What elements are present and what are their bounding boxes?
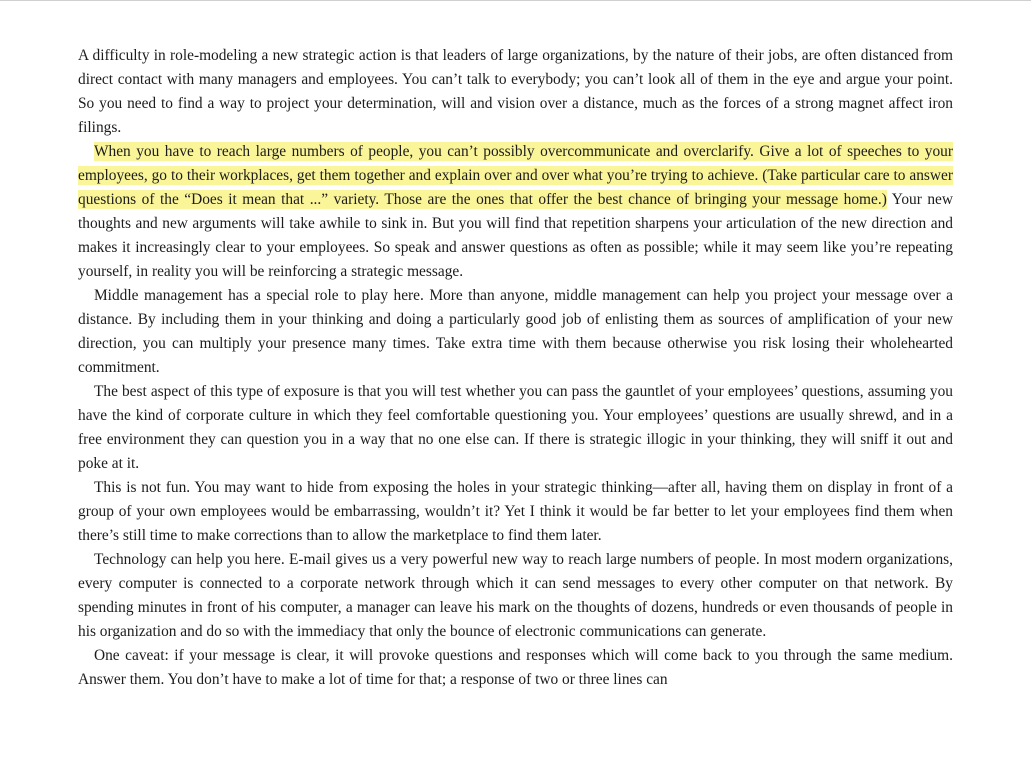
paragraph-2-text: Your new thoughts and new arguments will take awhile to sink in. But you will find that repetition sharpens your articulation of the new direction and makes it increasingly clear to your employees. So speak and answer questions as often as possible; while it may seem like you’re repeating yourself, in reality you will be reinforcing a strategic message.: [78, 191, 953, 280]
document-page: [78, 44, 953, 692]
paragraph-1: [78, 44, 953, 140]
paragraph-5-text: This is not fun. You may want to hide from exposing the holes in your strategic thinking—after all, having them on display in front of a group of your own employees would be embarrassing, wouldn’t it? Yet I think it would be far better to let your employees find them when there’s still time to make corrections than to allow the marketplace to find them later.: [78, 479, 953, 544]
paragraph-7: [78, 644, 953, 692]
paragraph-2: [78, 140, 953, 284]
highlighted-passage[interactable]: When you have to reach large numbers of people, you can’t possibly overcommunicate and overclarify. Give a lot of speeches to your employees, go to their workplaces, get them together and explain over and over what you’re trying to achieve. (Take particular care to answer questions of the “Does it mean that ...” variety. Those are the ones that offer the best chance of bringing your message home.): [78, 143, 953, 208]
paragraph-7-text: One caveat: if your message is clear, it will provoke questions and responses which will come back to you through the same medium. Answer them. You don’t have to make a lot of time for that; a response of two or three lines can: [78, 647, 953, 688]
paragraph-4-text: The best aspect of this type of exposure is that you will test whether you can pass the gauntlet of your employees’ questions, assuming you have the kind of corporate culture in which they feel comfortable questioning you. Your employees’ questions are usually shrewd, and in a free environment they can question you in a way that no one else can. If there is strategic illogic in your thinking, they will sniff it out and poke at it.: [78, 383, 953, 472]
paragraph-5: [78, 476, 953, 548]
paragraph-3-text: Middle management has a special role to play here. More than anyone, middle management can help you project your message over a distance. By including them in your thinking and doing a particularly good job of enlisting them as sources of amplification of your new direction, you can multiply your presence many times. Take extra time with them because otherwise you risk losing their wholehearted commitment.: [78, 287, 953, 376]
paragraph-6-text: Technology can help you here. E-mail gives us a very powerful new way to reach large numbers of people. In most modern organizations, every computer is connected to a corporate network through which it can send messages to every other computer on that network. By spending minutes in front of his computer, a manager can leave his mark on the thoughts of dozens, hundreds or even thousands of people in his organization and do so with the immediacy that only the bounce of electronic communications can generate.: [78, 551, 953, 640]
paragraph-1-text: A difficulty in role-modeling a new strategic action is that leaders of large organizations, by the nature of their jobs, are often distanced from direct contact with many managers and employees. You can’t talk to everybody; you can’t look all of them in the eye and argue your point. So you need to find a way to project your determination, will and vision over a distance, much as the forces of a strong magnet affect iron filings.: [78, 47, 953, 136]
paragraph-6: [78, 548, 953, 644]
paragraph-3: [78, 284, 953, 380]
paragraph-4: [78, 380, 953, 476]
